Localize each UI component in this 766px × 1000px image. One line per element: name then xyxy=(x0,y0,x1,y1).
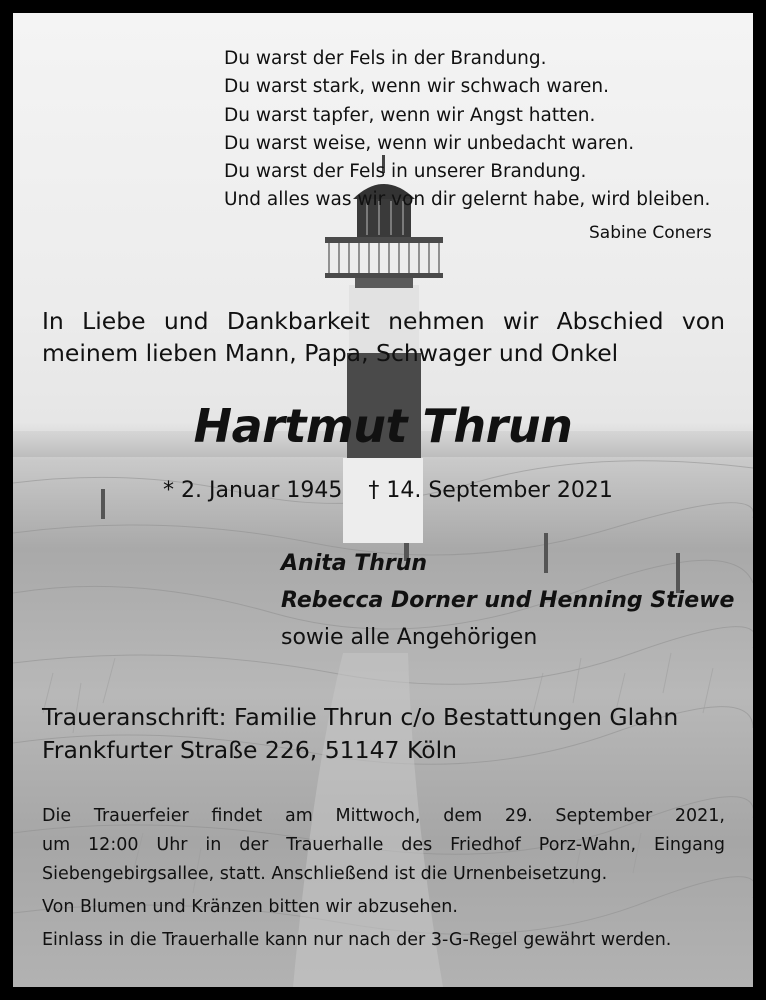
birth-date: * 2. Januar 1945 xyxy=(163,478,343,503)
mourners xyxy=(281,545,734,656)
obituary-card xyxy=(13,13,753,987)
funeral-details xyxy=(42,802,725,955)
admission-note: Einlass in die Trauerhalle kann nur nach der 3-G-Regel gewährt werden. xyxy=(42,930,672,950)
poem xyxy=(224,45,710,215)
poem-line: Du warst der Fels in der Brandung. xyxy=(224,48,547,69)
mourner-name: Rebecca Dorner und Henning Stiewe xyxy=(281,588,735,613)
address-line: Frankfurter Straße 226, 51147 Köln xyxy=(42,736,457,764)
poem-author: Sabine Coners xyxy=(589,223,712,243)
poem-line: Du warst stark, wenn wir schwach waren. xyxy=(224,76,610,98)
poem-line: Und alles was wir von dir gelernt habe, wird bleiben. xyxy=(224,189,711,211)
deceased-name: Hartmut Thrun xyxy=(193,399,573,453)
ceremony-line: um 12:00 Uhr in der Trauerhalle des Friedhof Porz-Wahn, Eingang xyxy=(42,835,725,855)
other-relatives: sowie alle Angehörigen xyxy=(281,625,538,650)
death-date: † 14. September 2021 xyxy=(368,478,613,503)
life-dates xyxy=(163,478,613,503)
mourner-name: Anita Thrun xyxy=(281,551,428,576)
ceremony-line: Siebengebirgsallee, statt. Anschließend ist die Urnenbeisetzung. xyxy=(42,864,608,884)
mourning-address xyxy=(42,701,678,767)
poem-line: Du warst weise, wenn wir unbedacht waren. xyxy=(224,132,635,154)
poem-line: Du warst tapfer, wenn wir Angst hatten. xyxy=(224,104,596,126)
ceremony-line: Die Trauerfeier findet am Mittwoch, dem 29. September 2021, xyxy=(42,806,725,826)
address-line: Traueranschrift: Familie Thrun c/o Bestattungen Glahn xyxy=(42,703,679,731)
flowers-note: Von Blumen und Kränzen bitten wir abzusehen. xyxy=(42,897,458,917)
farewell-intro xyxy=(42,305,725,369)
farewell-intro-line: meinem lieben Mann, Papa, Schwager und Onkel xyxy=(42,339,619,367)
farewell-intro-line: In Liebe und Dankbarkeit nehmen wir Abschied von xyxy=(42,307,725,335)
poem-line: Du warst der Fels in unserer Brandung. xyxy=(224,161,587,183)
